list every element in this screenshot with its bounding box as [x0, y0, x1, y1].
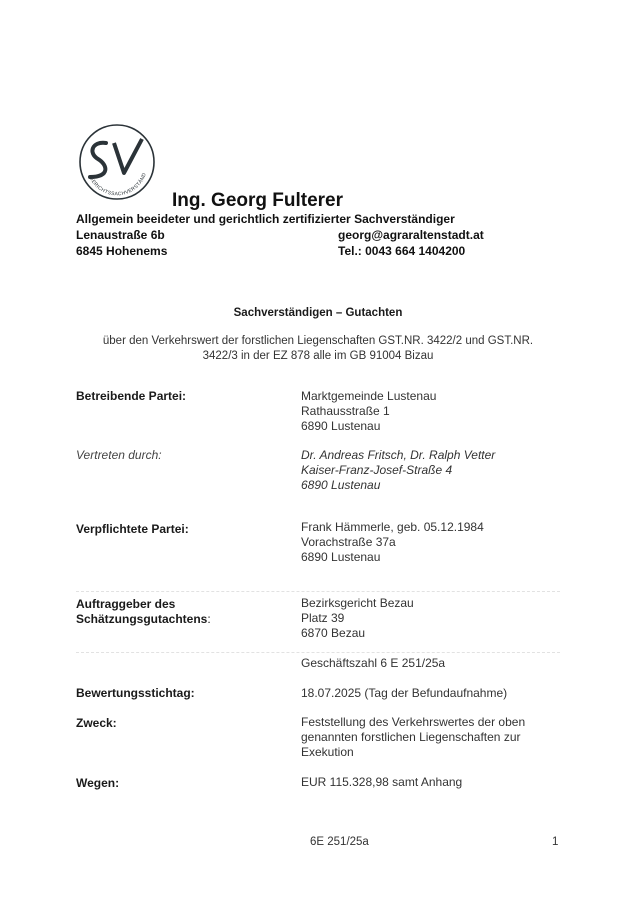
value-line: 6870 Bezau — [301, 626, 366, 640]
expert-name: Ing. Georg Fulterer — [172, 190, 344, 211]
wegen-value: EUR 115.328,98 samt Anhang — [301, 775, 463, 789]
footer-reference: 6E 251/25a — [310, 836, 369, 848]
value-line: Exekution — [301, 745, 354, 759]
geschaeftszahl-value: Geschäftszahl 6 E 251/25a — [301, 656, 446, 670]
svg-text:GERICHTSSACHVERSTÄNDIGE — [76, 121, 148, 197]
label-line: Schätzungsgutachtens — [76, 612, 208, 626]
page-number: 1 — [552, 836, 559, 848]
zweck-label: Zweck: — [76, 716, 117, 730]
divider — [76, 591, 560, 592]
subject-line: über den Verkehrswert der forstlichen Liegenschaften GST.NR. 3422/2 und GST.NR. — [102, 335, 534, 347]
betreibende-partei-label: Betreibende Partei: — [76, 389, 187, 403]
value-line: Dr. Andreas Fritsch, Dr. Ralph Vetter — [301, 448, 496, 462]
value-line: genannten forstlichen Liegenschaften zur — [301, 730, 521, 744]
value-line: Bezirksgericht Bezau — [301, 596, 414, 610]
value-line: Feststellung des Verkehrswertes der oben — [301, 715, 526, 729]
value-line: Marktgemeinde Lustenau — [301, 389, 437, 403]
value-line: 6890 Lustenau — [301, 550, 381, 564]
expert-city: 6845 Hohenems — [76, 244, 168, 258]
auftraggeber-value — [301, 596, 591, 641]
expert-tagline: Allgemein beeideter und gerichtlich zertifizierter Sachverständiger — [76, 212, 455, 226]
subject-line: 3422/3 in der EZ 878 alle im GB 91004 Bizau — [202, 350, 434, 362]
divider — [76, 652, 560, 653]
vertreten-durch-value — [301, 448, 591, 493]
value-line: 6890 Lustenau — [301, 419, 381, 433]
bewertungsstichtag-label: Bewertungsstichtag: — [76, 686, 195, 700]
verpflichtete-partei-label: Verpflichtete Partei: — [76, 522, 189, 536]
document-subject — [60, 334, 576, 364]
value-line: Frank Hämmerle, geb. 05.12.1984 — [301, 520, 484, 534]
label-line: Auftraggeber des — [76, 597, 176, 611]
value-line: Kaiser-Franz-Josef-Straße 4 — [301, 463, 453, 477]
expert-email[interactable]: georg@agraraltenstadt.at — [338, 228, 484, 242]
auftraggeber-label — [76, 597, 211, 627]
value-line: Vorachstraße 37a — [301, 535, 396, 549]
label-colon: : — [207, 612, 211, 626]
expert-street: Lenaustraße 6b — [76, 228, 165, 242]
logo-text: GERICHTSSACHVERSTÄND — [87, 172, 148, 198]
expert-phone: Tel.: 0043 664 1404200 — [338, 244, 466, 258]
verpflichtete-partei-value — [301, 520, 591, 565]
wegen-label: Wegen: — [76, 776, 120, 790]
value-line: Platz 39 — [301, 611, 345, 625]
value-line: Rathausstraße 1 — [301, 404, 390, 418]
vertreten-durch-label: Vertreten durch: — [76, 448, 162, 462]
sv-logo — [76, 121, 158, 203]
betreibende-partei-value — [301, 389, 591, 434]
value-line: 6890 Lustenau — [301, 478, 381, 492]
zweck-value — [301, 715, 591, 760]
document-title: Sachverständigen – Gutachten — [233, 307, 403, 319]
bewertungsstichtag-value: 18.07.2025 (Tag der Befundaufnahme) — [301, 686, 508, 700]
